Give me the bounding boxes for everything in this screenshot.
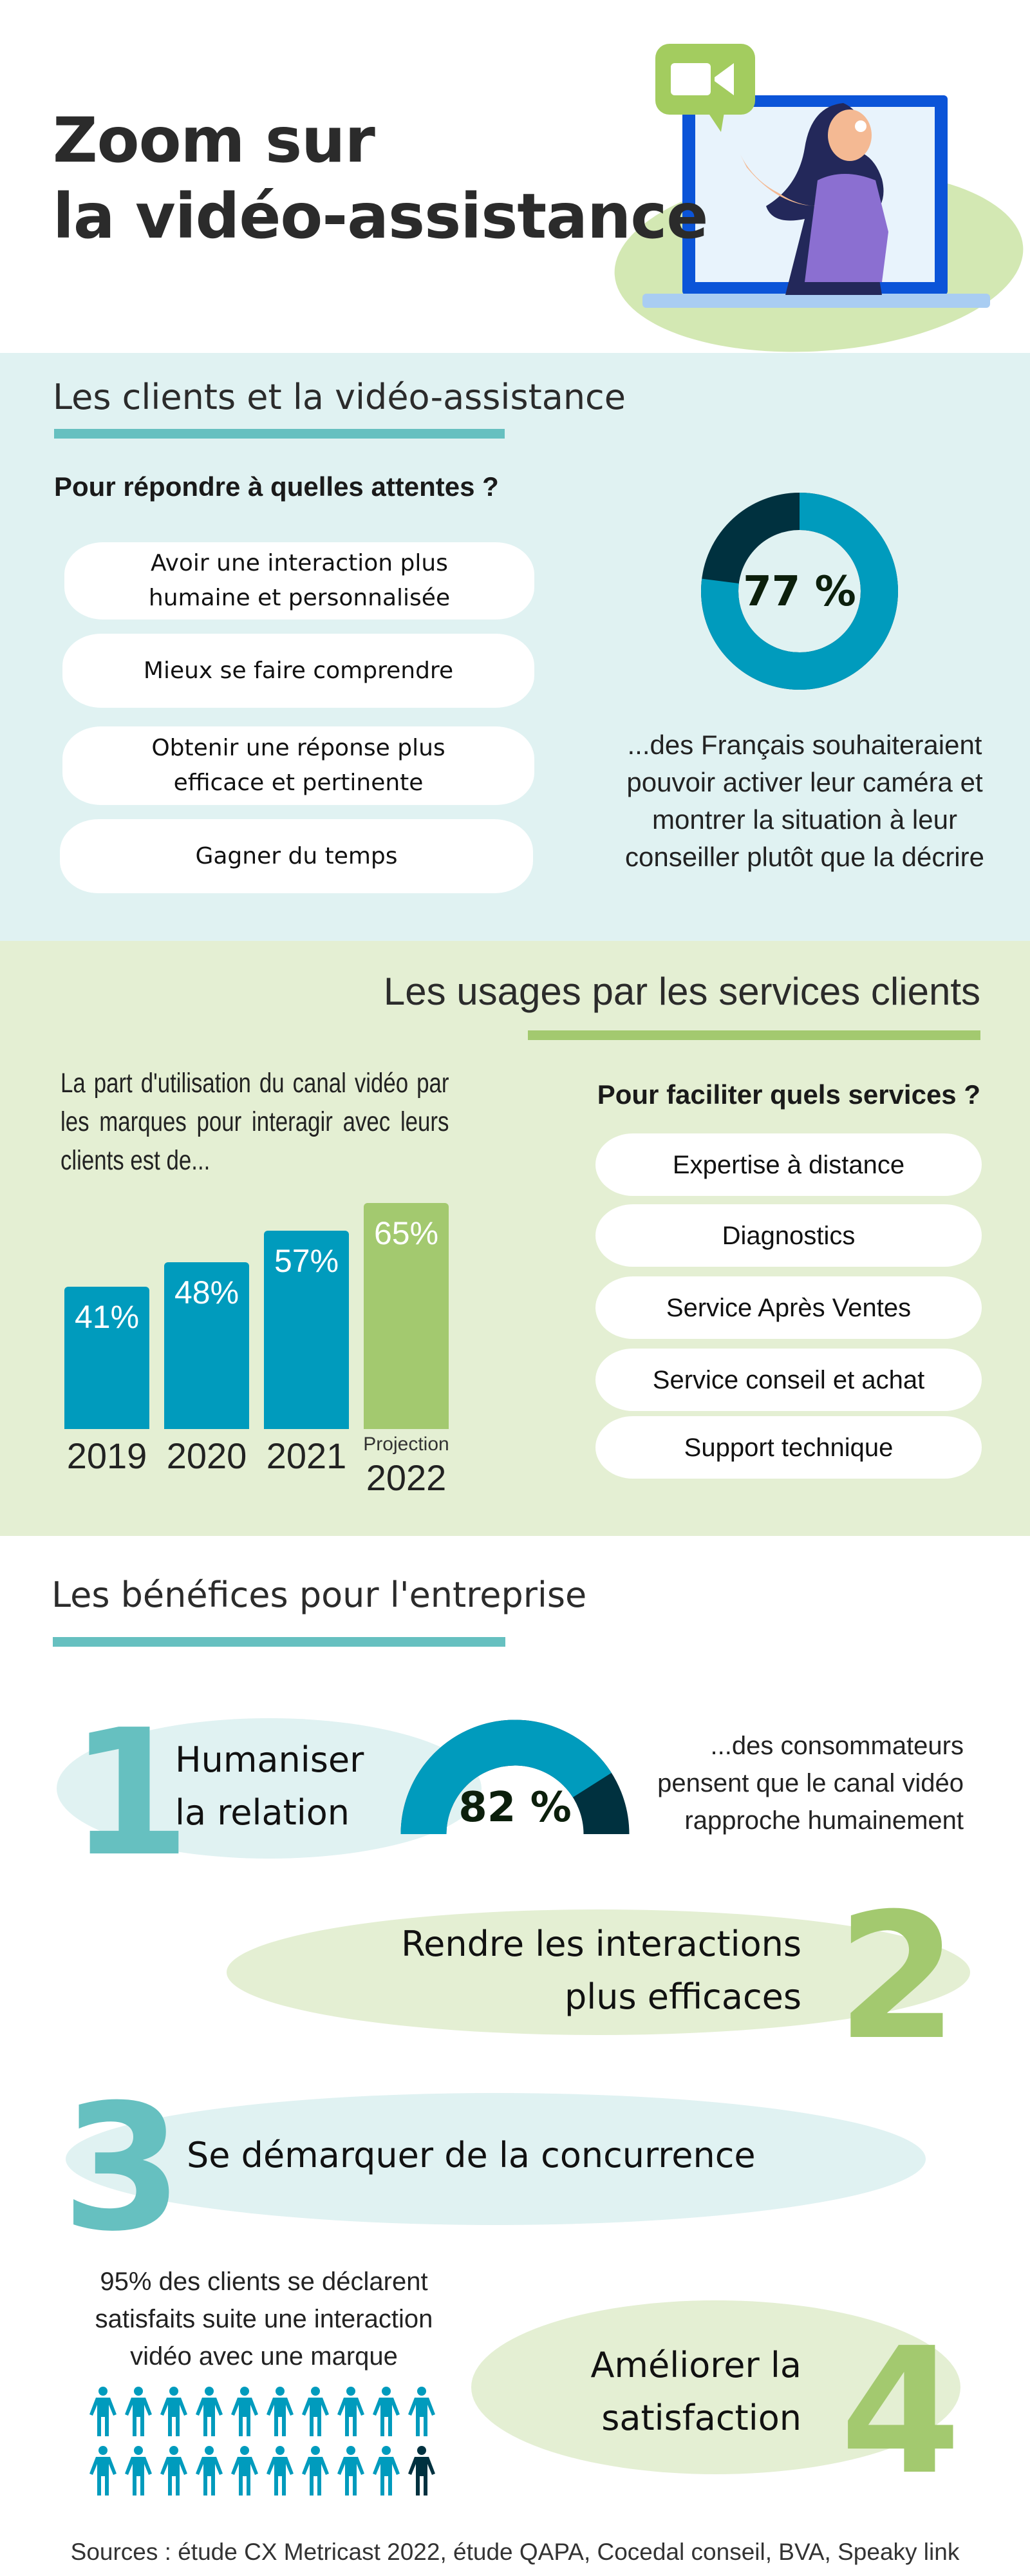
- benefit-3-text: Se démarquer de la concurrence: [187, 2135, 756, 2175]
- service-pill: Expertise à distance: [595, 1133, 982, 1196]
- person-icon: [370, 2386, 402, 2438]
- benefit-4-text: [590, 2339, 801, 2445]
- pill-line: Avoir une interaction plus: [151, 550, 448, 576]
- x-tick-label: 2022: [366, 1457, 447, 1498]
- bar-value-label: 57%: [274, 1243, 339, 1280]
- person-icon: [264, 2386, 296, 2438]
- pill-line: Gagner du temps: [195, 842, 398, 869]
- heading-underline: [528, 1030, 980, 1040]
- projection-label: Projection: [363, 1434, 449, 1455]
- x-tick-label: 2021: [266, 1435, 347, 1476]
- bar-value-label: 41%: [74, 1298, 140, 1335]
- bar-2022: [364, 1203, 449, 1429]
- people-pictogram: [87, 2386, 441, 2497]
- gauge-chart: [399, 1719, 631, 1842]
- expectation-pill: [60, 819, 533, 893]
- gauge-caption: [657, 1727, 964, 1839]
- pill-line: humaine et personnalisée: [148, 585, 451, 611]
- bar-value-label: 48%: [174, 1274, 239, 1311]
- caption-line: ...des consommateurs: [710, 1732, 964, 1760]
- title-line-2: la vidéo-assistance: [53, 180, 708, 252]
- benefit-line: Humaniser: [175, 1739, 364, 1780]
- service-pill: Service conseil et achat: [595, 1349, 982, 1411]
- caption-line: pensent que le canal vidéo: [657, 1769, 964, 1797]
- x-tick-label: 2019: [66, 1435, 147, 1476]
- donut-caption: [599, 726, 1011, 876]
- bar-2021: [264, 1231, 349, 1429]
- service-pill: Diagnostics: [595, 1204, 982, 1267]
- services-question: Pour faciliter quels services ?: [597, 1079, 980, 1110]
- expectation-pill: [64, 542, 534, 620]
- caption-line: rapproche humainement: [684, 1806, 964, 1835]
- gauge-label: 82 %: [458, 1784, 572, 1832]
- caption-line: 95% des clients se déclarent: [100, 2268, 428, 2296]
- expectation-pill: [62, 726, 534, 805]
- person-icon: [299, 2445, 332, 2497]
- bar-2019: [64, 1287, 149, 1429]
- benefit-line: la relation: [175, 1792, 350, 1833]
- person-icon: [193, 2445, 225, 2497]
- benefit-1-text: [175, 1734, 364, 1839]
- donut-label: 77 %: [743, 568, 856, 616]
- title-line-1: Zoom sur: [53, 104, 375, 176]
- pill-line: Obtenir une réponse plus: [151, 735, 445, 761]
- bar-2020: [164, 1262, 249, 1429]
- expectation-pill: [62, 634, 534, 708]
- benefit-line: Améliorer la: [590, 2345, 801, 2385]
- clients-question: Pour répondre à quelles attentes ?: [54, 471, 499, 502]
- person-icon: [158, 2386, 190, 2438]
- donut-chart: [697, 488, 903, 694]
- benefit-4-number: 4: [840, 2310, 961, 2513]
- benefit-2-number: 2: [837, 1875, 958, 2078]
- person-icon: [193, 2386, 225, 2438]
- person-icon: [335, 2445, 367, 2497]
- heading-underline: [53, 1637, 505, 1647]
- person-icon: [87, 2386, 119, 2438]
- camera-icon: [671, 63, 711, 95]
- benefit-1-number: 1: [70, 1692, 191, 1895]
- satisfaction-caption: [58, 2263, 470, 2375]
- person-icon: [335, 2386, 367, 2438]
- benefit-2-text: [401, 1918, 801, 2023]
- person-icon: [122, 2445, 154, 2497]
- caption-line: satisfaits suite une interaction: [95, 2305, 433, 2333]
- x-tick-label: 2020: [166, 1435, 247, 1476]
- benefit-line: plus efficaces: [564, 1976, 801, 2017]
- caption-line: conseiller plutôt que la décrire: [625, 842, 984, 872]
- laptop-base: [642, 294, 990, 308]
- person-body: [805, 174, 888, 282]
- sources: Sources : étude CX Metricast 2022, étude QAPA, Cocedal conseil, BVA, Speaky link: [70, 2539, 960, 2565]
- person-icon: [122, 2386, 154, 2438]
- person-icon: [370, 2445, 402, 2497]
- caption-line: montrer la situation à leur: [652, 804, 957, 835]
- pill-line: efficace et pertinente: [173, 770, 424, 796]
- service-pill: Support technique: [595, 1416, 982, 1479]
- person-face: [828, 109, 872, 161]
- person-icon: [264, 2445, 296, 2497]
- benefits-heading: Les bénéfices pour l'entreprise: [52, 1575, 587, 1615]
- person-icon: [299, 2386, 332, 2438]
- benefit-line: satisfaction: [601, 2398, 801, 2438]
- person-icon: [229, 2386, 261, 2438]
- clients-heading: Les clients et la vidéo-assistance: [53, 377, 626, 417]
- usages-intro: La part d'utilisation du canal vidéo par les marques pour interagir avec leurs clients est de...: [61, 1068, 449, 1176]
- caption-line: ...des Français souhaiteraient: [627, 730, 982, 760]
- person-icon: [406, 2386, 438, 2438]
- heading-underline: [54, 429, 505, 439]
- benefit-3-number: 3: [62, 2067, 183, 2269]
- bar-value-label: 65%: [373, 1215, 439, 1251]
- caption-line: vidéo avec une marque: [130, 2342, 398, 2371]
- person-icon: [158, 2445, 190, 2497]
- service-pill: Service Après Ventes: [595, 1276, 982, 1339]
- benefit-line: Rendre les interactions: [401, 1924, 801, 1964]
- pill-line: Mieux se faire comprendre: [143, 657, 454, 684]
- usages-heading: Les usages par les services clients: [383, 970, 980, 1013]
- person-icon: [406, 2445, 438, 2497]
- person-icon: [87, 2445, 119, 2497]
- person-icon: [229, 2445, 261, 2497]
- caption-line: pouvoir activer leur caméra et: [626, 767, 983, 797]
